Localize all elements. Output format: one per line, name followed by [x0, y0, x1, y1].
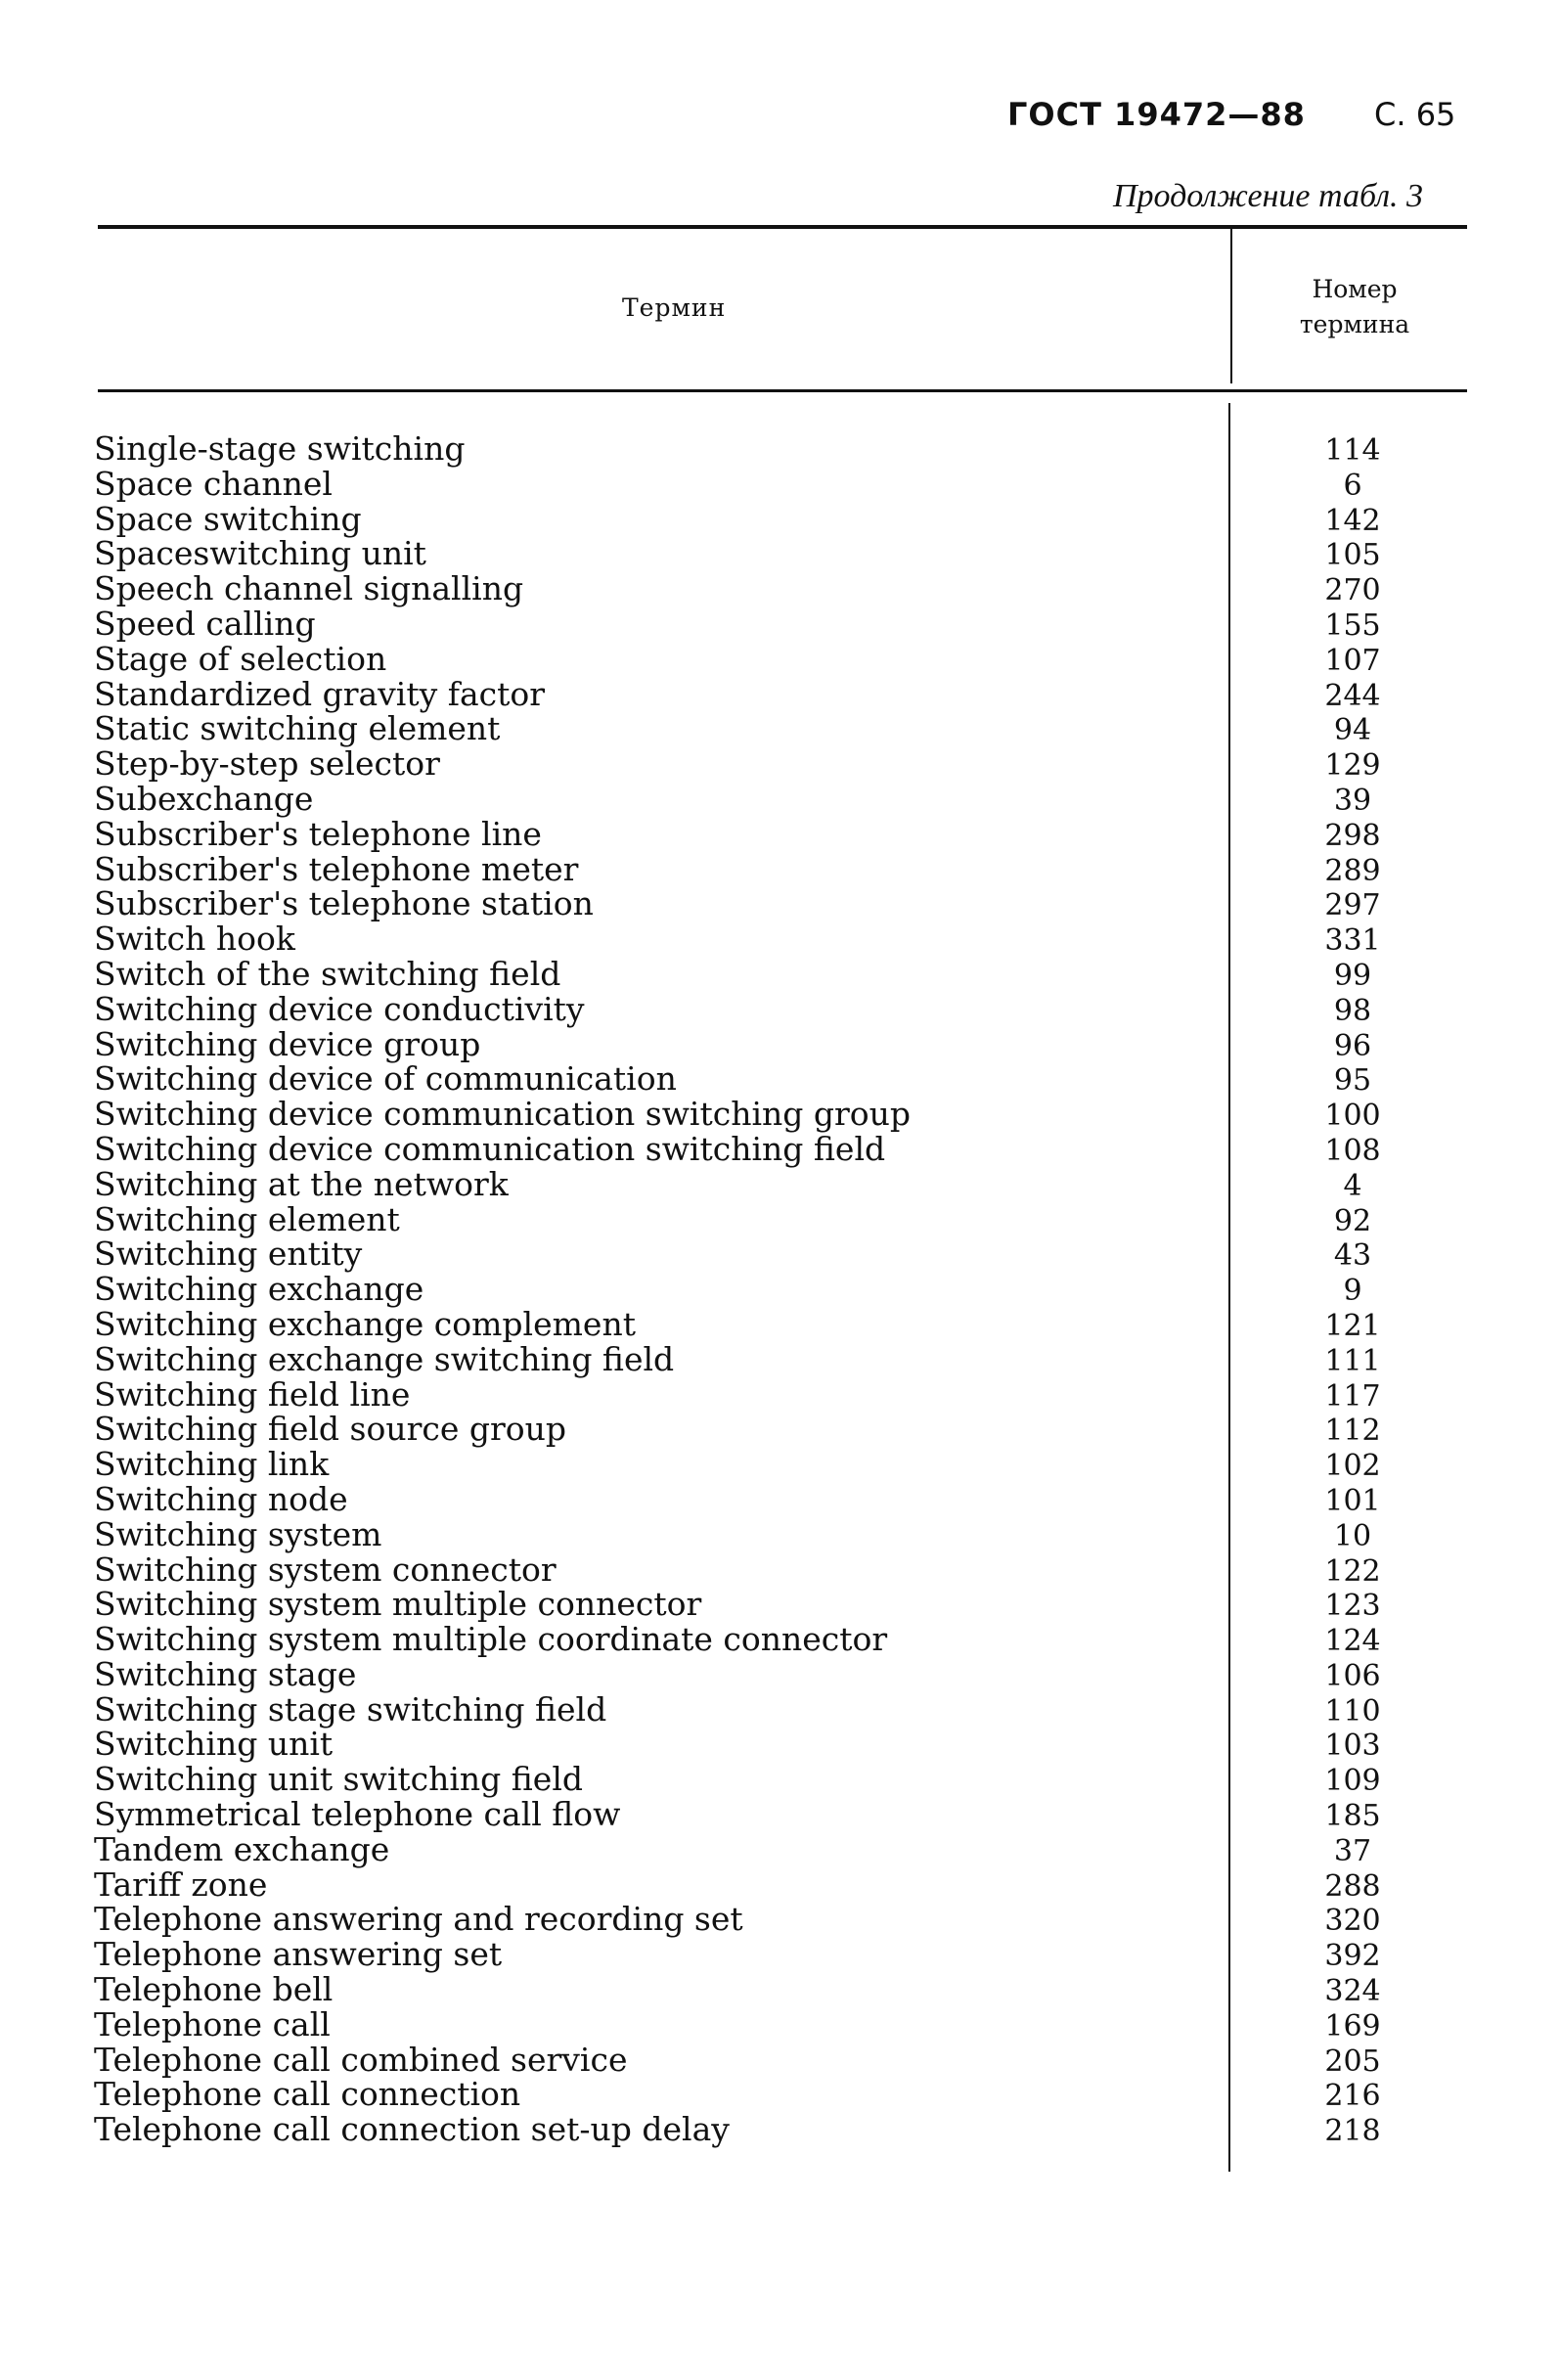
table-row [0, 989, 1560, 1028]
term-number: 10 [1333, 1518, 1372, 1553]
table-row [0, 1689, 1560, 1729]
term-text: Switching system [94, 1514, 382, 1553]
term-text: Subexchange [94, 779, 314, 818]
term-text: Speed calling [94, 604, 316, 643]
term-number: 298 [1324, 818, 1381, 853]
term-number: 142 [1324, 503, 1381, 538]
term-text: Tandem exchange [94, 1829, 390, 1868]
table-row [0, 711, 1560, 746]
table-row [0, 1902, 1560, 1937]
term-number: 103 [1324, 1729, 1381, 1764]
term-number: 37 [1333, 1833, 1372, 1868]
term-text: Switch of the switching field [94, 954, 561, 993]
table-row [0, 1129, 1560, 1168]
term-text: Switching exchange [94, 1270, 424, 1309]
term-number: 100 [1324, 1099, 1381, 1134]
term-text: Switch hook [94, 920, 295, 959]
table-row [0, 1972, 1560, 2007]
term-number: 105 [1324, 538, 1381, 573]
term-number: 112 [1324, 1414, 1381, 1449]
table-row [0, 1727, 1560, 1762]
table-row [0, 1272, 1560, 1307]
term-text: Telephone call combined service [94, 2040, 628, 2079]
table-row [0, 1622, 1560, 1657]
table-row [0, 1829, 1560, 1868]
standard-designation: ГОСТ 19472—88 [1007, 96, 1306, 133]
term-text: Switching element [94, 1199, 400, 1238]
table-row [0, 571, 1560, 606]
term-number: 129 [1324, 748, 1381, 784]
term-text: Static switching element [94, 709, 501, 748]
term-text: Switching field source group [94, 1410, 567, 1449]
term-text: Switching at the network [94, 1164, 509, 1203]
term-number: 289 [1324, 853, 1381, 888]
term-number: 99 [1333, 958, 1372, 993]
term-number: 95 [1333, 1063, 1372, 1099]
table-row [0, 1654, 1560, 1693]
term-text: Telephone call connection [94, 2075, 521, 2114]
term-text: Telephone call connection set-up delay [94, 2110, 730, 2149]
term-text: Switching device communication switching group [94, 1095, 912, 1134]
term-text: Stage of selection [94, 639, 387, 678]
term-text: Switching device group [94, 1024, 481, 1063]
term-text: Subscriber's telephone meter [94, 849, 579, 888]
term-number: 155 [1324, 607, 1381, 643]
table-row [0, 431, 1560, 467]
term-number: 320 [1324, 1904, 1381, 1939]
term-number: 124 [1324, 1624, 1381, 1659]
term-text: Standardized gravity factor [94, 674, 546, 713]
term-number: 123 [1324, 1589, 1381, 1624]
term-number: 96 [1333, 1028, 1372, 1063]
table-row [0, 814, 1560, 853]
table-row [0, 674, 1560, 713]
table-row [0, 536, 1560, 571]
term-text: Switching device of communication [94, 1059, 677, 1099]
term-text: Switching exchange complement [94, 1304, 636, 1343]
term-text: Telephone answering and recording set [94, 1900, 743, 1939]
term-text: Tariff zone [94, 1864, 268, 1904]
table-row [0, 1587, 1560, 1622]
table-row [0, 464, 1560, 503]
table-row [0, 779, 1560, 818]
term-number: 43 [1333, 1238, 1372, 1274]
term-number: 101 [1324, 1483, 1381, 1518]
term-number: 392 [1324, 1939, 1381, 1974]
term-text: Switching unit switching field [94, 1760, 584, 1799]
term-text: Switching system multiple connector [94, 1585, 702, 1624]
term-number: 324 [1324, 1974, 1381, 2009]
table-row [0, 1447, 1560, 1482]
table-row [0, 1514, 1560, 1553]
term-text: Telephone answering set [94, 1935, 503, 1974]
table-row [0, 1199, 1560, 1238]
table-continuation-note: Продолжение табл. 3 [1113, 178, 1424, 214]
term-number: 297 [1324, 888, 1381, 923]
table-row [0, 2077, 1560, 2112]
term-number: 4 [1343, 1168, 1362, 1203]
table-row [0, 1061, 1560, 1097]
term-number: 92 [1333, 1203, 1372, 1238]
term-text: Switching field line [94, 1374, 411, 1414]
term-number: 107 [1324, 643, 1381, 678]
term-number: 244 [1324, 678, 1381, 713]
table-row [0, 1236, 1560, 1272]
term-number: 331 [1324, 923, 1381, 959]
term-number: 98 [1333, 993, 1372, 1028]
term-number: 216 [1324, 2079, 1381, 2114]
page-number: С. 65 [1374, 96, 1456, 133]
term-number: 9 [1343, 1274, 1362, 1309]
term-text: Space switching [94, 499, 362, 538]
term-number: 106 [1324, 1658, 1381, 1693]
table-row [0, 2040, 1560, 2079]
term-text: Telephone call [94, 2004, 331, 2043]
table-header-rule [98, 389, 1467, 392]
column-header-terms: Термин [622, 293, 727, 322]
table-row [0, 1024, 1560, 1063]
term-text: Subscriber's telephone line [94, 814, 542, 853]
table-row [0, 1097, 1560, 1132]
term-text: Single-stage switching [94, 429, 466, 468]
term-number: 185 [1324, 1799, 1381, 1834]
term-number: 102 [1324, 1449, 1381, 1484]
header-column-divider [1230, 229, 1232, 383]
table-row [0, 606, 1560, 642]
term-number: 110 [1324, 1693, 1381, 1729]
table-top-rule [98, 225, 1467, 229]
table-row [0, 1304, 1560, 1343]
term-number: 122 [1324, 1553, 1381, 1589]
term-text: Switching entity [94, 1235, 363, 1274]
term-number: 94 [1333, 713, 1372, 748]
table-row [0, 1762, 1560, 1797]
table-row [0, 1164, 1560, 1203]
term-text: Switching exchange switching field [94, 1339, 675, 1378]
term-text: Switching system multiple coordinate connector [94, 1620, 888, 1659]
table-row [0, 1374, 1560, 1414]
term-text: Speech channel signalling [94, 569, 524, 608]
column-header-number-line2: термина [1299, 310, 1410, 338]
table-body [0, 431, 1560, 2147]
table-row [0, 499, 1560, 538]
term-number: 117 [1324, 1378, 1381, 1414]
term-number: 111 [1324, 1343, 1381, 1378]
term-text: Switching stage switching field [94, 1689, 607, 1729]
term-number: 6 [1343, 468, 1362, 503]
term-text: Symmetrical telephone call flow [94, 1795, 621, 1834]
term-text: Subscriber's telephone station [94, 884, 594, 923]
term-text: Space channel [94, 464, 333, 503]
table-row [0, 1797, 1560, 1832]
table-row [0, 746, 1560, 782]
table-row [0, 2112, 1560, 2147]
table-row [0, 1549, 1560, 1589]
term-number: 121 [1324, 1308, 1381, 1343]
term-text: Switching node [94, 1479, 348, 1518]
term-text: Switching link [94, 1445, 330, 1484]
table-row [0, 639, 1560, 678]
column-header-number-line1: Номер [1312, 275, 1398, 303]
table-row [0, 1479, 1560, 1518]
term-number: 108 [1324, 1133, 1381, 1168]
term-number: 205 [1324, 2043, 1381, 2079]
table-row [0, 921, 1560, 957]
term-number: 169 [1324, 2008, 1381, 2043]
table-row [0, 886, 1560, 921]
term-number: 218 [1324, 2114, 1381, 2149]
column-header-number [1262, 272, 1448, 342]
term-number: 114 [1324, 433, 1381, 468]
term-text: Step-by-step selector [94, 744, 440, 784]
table-row [0, 1339, 1560, 1378]
term-number: 270 [1324, 573, 1381, 608]
table-row [0, 849, 1560, 888]
term-number: 288 [1324, 1868, 1381, 1904]
term-text: Switching device communication switching field [94, 1129, 886, 1168]
term-text: Switching stage [94, 1654, 357, 1693]
term-text: Telephone bell [94, 1970, 334, 2009]
table-row [0, 1864, 1560, 1904]
term-text: Switching device conductivity [94, 989, 585, 1028]
table-row [0, 2004, 1560, 2043]
term-text: Switching system connector [94, 1549, 557, 1589]
term-text: Spaceswitching unit [94, 534, 426, 573]
term-text: Switching unit [94, 1725, 334, 1764]
table-row [0, 1937, 1560, 1972]
term-number: 39 [1333, 783, 1372, 818]
term-number: 109 [1324, 1764, 1381, 1799]
table-row [0, 954, 1560, 993]
table-row [0, 1412, 1560, 1447]
